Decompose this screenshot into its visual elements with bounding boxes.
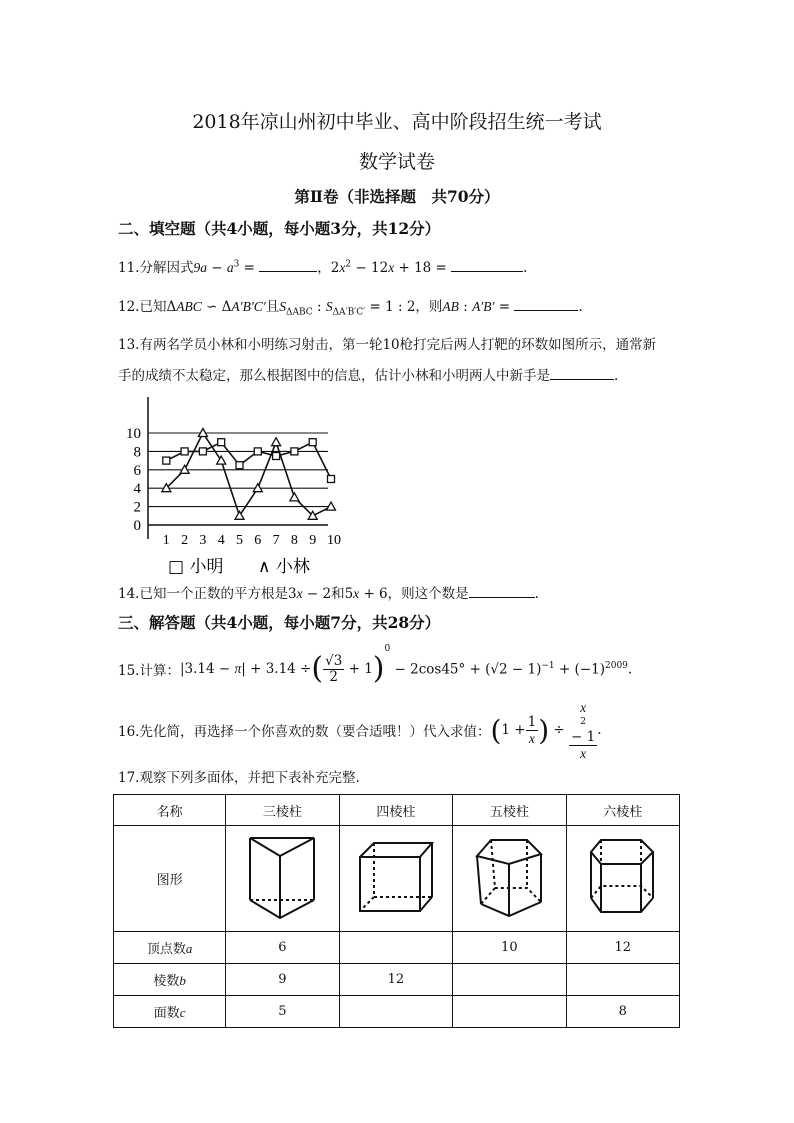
point-square bbox=[236, 462, 243, 469]
y-tick-label: 4 bbox=[133, 481, 141, 498]
edges-square: 12 bbox=[339, 964, 452, 996]
section-3-heading: 三、解答题（共4小题，每小题7分，共28分） bbox=[118, 613, 441, 632]
q12-mid: 且 bbox=[265, 299, 280, 315]
volume-title: 第Ⅱ卷（非选择题 共70分） bbox=[294, 187, 500, 206]
question-13-line-2: 手的成绩不太稳定，那么根据图中的信息，估计小林和小明两人中新手是 . bbox=[118, 368, 619, 384]
pentagonal-prism-figure bbox=[453, 826, 566, 932]
row-label-edges: 棱数b bbox=[114, 964, 226, 996]
point-triangle bbox=[272, 438, 281, 446]
row-label-faces: 面数c bbox=[114, 996, 226, 1028]
triangular-prism-figure bbox=[226, 826, 339, 932]
q12-blank bbox=[514, 297, 578, 311]
q13-blank bbox=[550, 366, 614, 380]
table-row-vertices bbox=[114, 932, 680, 964]
point-triangle bbox=[235, 511, 244, 519]
question-13-line-1: 13.有两名学员小林和小明练习射击，第一轮10枪打完后两人打靶的环数如图所示，通常新 bbox=[118, 337, 657, 353]
question-16: 16.先化简，再选择一个你喜欢的数（要合适哦！）代入求值： ( 1 + $\frac{1}{x}$ ) ÷ x 2 − 1 x . bbox=[118, 699, 602, 761]
point-triangle bbox=[217, 456, 226, 464]
faces-triangular: 5 bbox=[226, 996, 339, 1028]
x-tick-label: 1 bbox=[162, 533, 170, 548]
point-square bbox=[309, 439, 316, 446]
header-hexagonal-prism: 六棱柱 bbox=[566, 795, 679, 826]
point-square bbox=[254, 448, 261, 455]
point-square bbox=[163, 457, 170, 464]
vertices-triangular: 6 bbox=[226, 932, 339, 964]
q14-prefix: 14.已知一个正数的平方根是 bbox=[118, 586, 288, 602]
y-tick-label: 2 bbox=[133, 499, 141, 516]
shooting-scores-chart bbox=[118, 392, 368, 577]
point-square bbox=[328, 476, 335, 483]
edges-pentagonal[interactable] bbox=[453, 964, 566, 996]
x-tick-label: 9 bbox=[309, 533, 317, 548]
edges-triangular: 9 bbox=[226, 964, 339, 996]
series-line-1 bbox=[166, 442, 331, 479]
header-square-prism: 四棱柱 bbox=[339, 795, 452, 826]
x-tick-label: 10 bbox=[327, 533, 341, 548]
hexagonal-prism-figure bbox=[566, 826, 679, 932]
exam-subject: 数学试卷 bbox=[358, 151, 435, 173]
square-prism-figure bbox=[339, 826, 452, 932]
question-15: 15.计算： |3.14 − π| + 3.14 ÷ ( $\frac{√3}{2}$ + 1 ) 0 − $2\cos 45^\circ + (√2 - 1)^{-1} + (-1)^{2009}$. bbox=[118, 644, 633, 686]
polyhedra-table bbox=[113, 794, 680, 1028]
y-tick-label: 6 bbox=[133, 462, 141, 479]
q13-text: 手的成绩不太稳定，那么根据图中的信息，估计小林和小明两人中新手是 bbox=[118, 368, 550, 384]
y-tick-label: 8 bbox=[133, 444, 141, 461]
point-square bbox=[199, 448, 206, 455]
faces-pentagonal[interactable] bbox=[453, 996, 566, 1028]
point-triangle bbox=[290, 493, 299, 501]
header-pentagonal-prism: 五棱柱 bbox=[453, 795, 566, 826]
q12-ratio: = 1 : 2，则 bbox=[369, 299, 443, 315]
q14-blank bbox=[469, 584, 535, 598]
q16-text: 16.先化简，再选择一个你喜欢的数（要合适哦！）代入求值： bbox=[118, 724, 491, 740]
table-row-edges bbox=[114, 964, 680, 996]
section-2-heading: 二、填空题（共4小题，每小题3分，共12分） bbox=[118, 219, 441, 238]
question-12: 12.已知ΔABC ∽ ΔA′B′C′且$S_{\Delta ABC}$ : $S_{\Delta A'B'C'} = 1$ : 2，则AB : A′B′ = . bbox=[118, 299, 583, 318]
q15-prefix: 15.计算： bbox=[118, 663, 180, 679]
q12-prefix: 12.已知 bbox=[118, 299, 167, 315]
legend-xiaolin: ∧ 小林 bbox=[258, 557, 310, 577]
exam-title: 2018年凉山州初中毕业、高中阶段招生统一考试 bbox=[192, 111, 602, 133]
x-tick-label: 6 bbox=[254, 533, 262, 548]
row-label-vertices: 顶点数a bbox=[114, 932, 226, 964]
question-14: 14.已知一个正数的平方根是3x − 2和5x + 6，则这个数是 . bbox=[118, 586, 539, 602]
table-row-faces bbox=[114, 996, 680, 1028]
question-17: 17.观察下列多面体，并把下表补充完整. bbox=[118, 770, 360, 786]
point-square bbox=[181, 448, 188, 455]
q11-blank-2 bbox=[451, 258, 523, 272]
table-header-row bbox=[114, 795, 680, 826]
table-figure-row bbox=[114, 826, 680, 932]
q14-and: 和 bbox=[331, 586, 345, 602]
point-square bbox=[273, 453, 280, 460]
edges-hexagonal[interactable] bbox=[566, 964, 679, 996]
y-tick-label: 10 bbox=[126, 426, 141, 442]
q11-blank-1 bbox=[259, 258, 317, 272]
faces-hexagonal: 8 bbox=[566, 996, 679, 1028]
y-tick-label: 0 bbox=[133, 518, 141, 534]
faces-square[interactable] bbox=[339, 996, 452, 1028]
point-square bbox=[291, 448, 298, 455]
vertices-square[interactable] bbox=[339, 932, 452, 964]
x-tick-label: 2 bbox=[181, 533, 189, 548]
question-11: 11.分解因式$9a - a^3$ = ，$2x^2 - 12x + 18$ = . bbox=[118, 259, 528, 276]
header-name: 名称 bbox=[114, 795, 226, 826]
x-tick-label: 3 bbox=[199, 533, 207, 548]
figure-label: 图形 bbox=[114, 826, 226, 932]
q14-suffix: ，则这个数是 bbox=[387, 586, 469, 602]
legend-xiaoming: □ 小明 bbox=[168, 557, 224, 577]
vertices-pentagonal: 10 bbox=[453, 932, 566, 964]
vertices-hexagonal: 12 bbox=[566, 932, 679, 964]
x-tick-label: 5 bbox=[236, 533, 243, 548]
q11-prefix: 11.分解因式 bbox=[118, 260, 194, 276]
x-tick-label: 4 bbox=[217, 533, 225, 548]
x-tick-label: 8 bbox=[290, 533, 298, 548]
x-tick-label: 7 bbox=[272, 533, 280, 548]
header-triangular-prism: 三棱柱 bbox=[226, 795, 339, 826]
point-square bbox=[218, 439, 225, 446]
